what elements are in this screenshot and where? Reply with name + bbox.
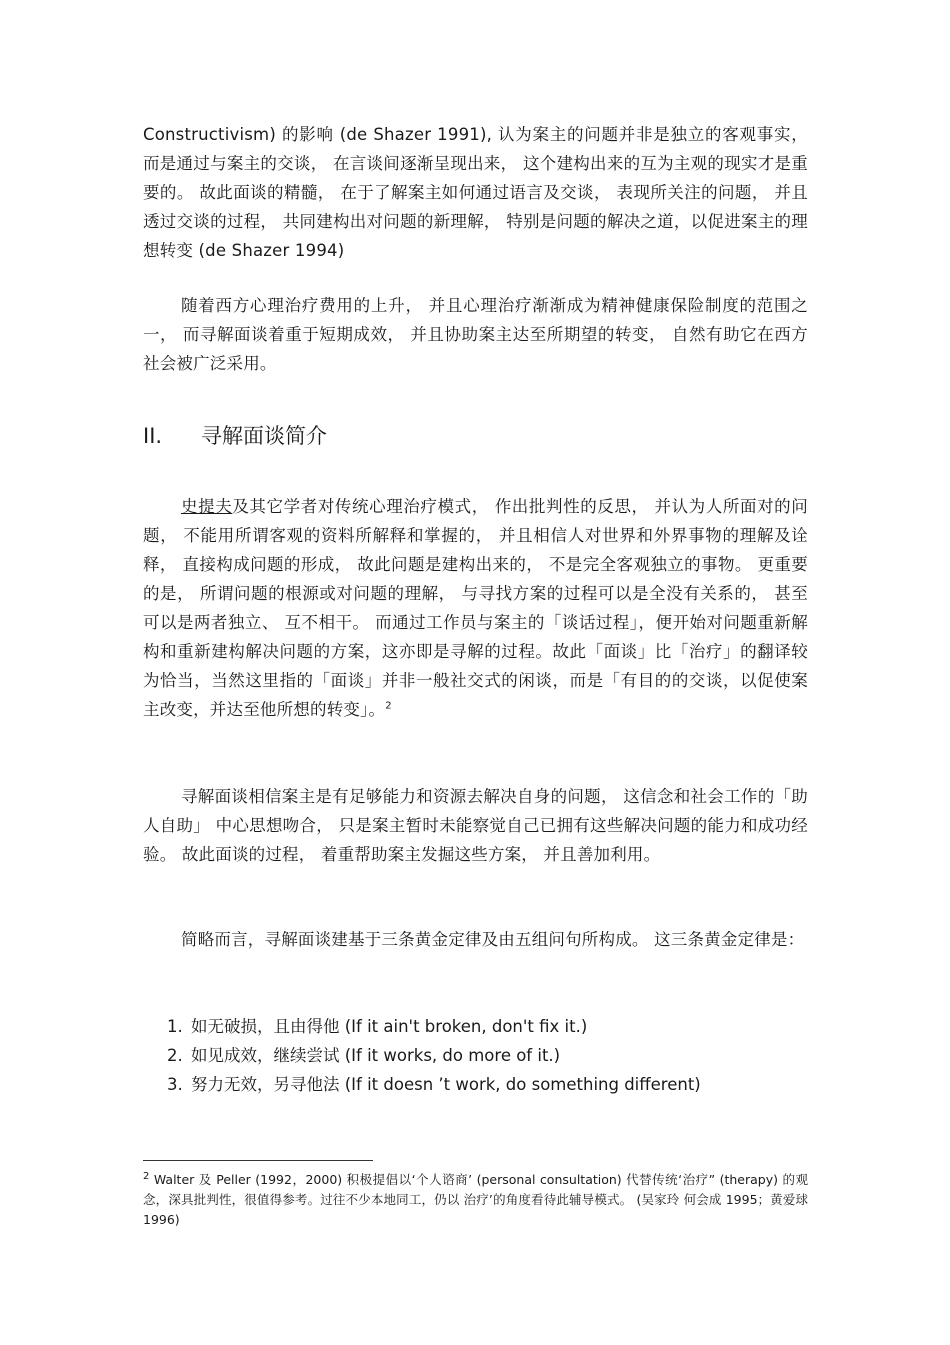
list-item-number: 2. — [167, 1046, 183, 1065]
list-item — [167, 1041, 807, 1070]
list-item-text: 如见成效，继续尝试 (If it works, do more of it.) — [191, 1046, 561, 1065]
underlined-name: 史提夫 — [181, 497, 233, 516]
list-item — [167, 1012, 807, 1041]
list-item-number: 1. — [167, 1017, 183, 1036]
list-item-text: 努力无效，另寻他法 (If it doesn ’t work, do something different) — [191, 1075, 701, 1094]
section-heading — [143, 420, 327, 452]
paragraph-constructivism: Constructivism) 的影响 (de Shazer 1991), 认为案主的问题并非是独立的客观事实，而是通过与案主的交谈， 在言谈间逐渐呈现出来， 这个建构出来的互为主观的现实才是重要的。 故此面谈的精髓， 在于了解案主如何通过语言及交谈， 表现所关注的问题， 并且透过交谈的过程， 共同建构出对问题的新理解， 特别是问题的解决之道，以促进案主的理想转变 (de Shazer 1994) — [143, 125, 808, 260]
list-item-number: 3. — [167, 1075, 183, 1094]
footnote-reference: 2 — [385, 700, 392, 712]
paragraph-introduction-text: 及其它学者对传统心理治疗模式， 作出批判性的反思， 并认为人所面对的问题， 不能用所谓客观的资料所解释和掌握的， 并且相信人对世界和外界事物的理解及诠释， 直接构成问题的形成， 故此问题是建构出来的， 不是完全客观独立的事物。 更重要的是， 所谓问题的根源或对问题的理解， 与寻找方案的过程可以是全没有关系的， 甚至可以是两者独立、 互不相干。 而通过工作员与案主的「谈话过程」，便开始对问题重新解构和重新建构解决问题的方案，这亦即是寻解的过程。故此「面谈」比「治疗」的翻译较为恰当，当然这里指的「面谈」并非一般社交式的闲谈，而是「有目的的交谈，以促使案主改变，并达至他所想的转变」。 — [143, 497, 808, 719]
footnote-mark: 2 — [143, 1170, 150, 1182]
section-number: II. — [143, 424, 163, 448]
footnote-divider — [143, 1160, 373, 1161]
paragraph-golden-rules-intro: 简略而言，寻解面谈建基于三条黄金定律及由五组问句所构成。 这三条黄金定律是： — [181, 930, 805, 949]
list-item — [167, 1070, 807, 1099]
golden-rules-list — [167, 1012, 807, 1099]
footnote-text: Walter 及 Peller (1992，2000) 积极提倡以‘个人谘商’ (personal consultation) 代替传统‘治疗” (therapy) 的观念，深具批判性，很值得参考。过往不少本地同工，仍以 治疗’的角度看待此辅导模式。 (吴家玲 何会成 1995；黄爱球 1996) — [143, 1172, 808, 1227]
list-item-text: 如无破损，且由得他 (If it ain't broken, don't fix it.) — [191, 1017, 588, 1036]
footnote — [143, 1170, 808, 1230]
section-title: 寻解面谈简介 — [201, 424, 327, 448]
paragraph-introduction — [143, 492, 808, 724]
paragraph-client-ability: 寻解面谈相信案主是有足够能力和资源去解决自身的问题， 这信念和社会工作的「助人自助」 中心思想吻合， 只是案主暂时未能察觉自己已拥有这些解决问题的能力和成功经验。 故此面谈的过程， 着重帮助案主发掘这些方案， 并且善加利用。 — [143, 787, 808, 864]
paragraph-western-adoption: 随着西方心理治疗费用的上升， 并且心理治疗渐渐成为精神健康保险制度的范围之一， 而寻解面谈着重于短期成效， 并且协助案主达至所期望的转变， 自然有助它在西方社会被广泛采用。 — [143, 296, 808, 373]
